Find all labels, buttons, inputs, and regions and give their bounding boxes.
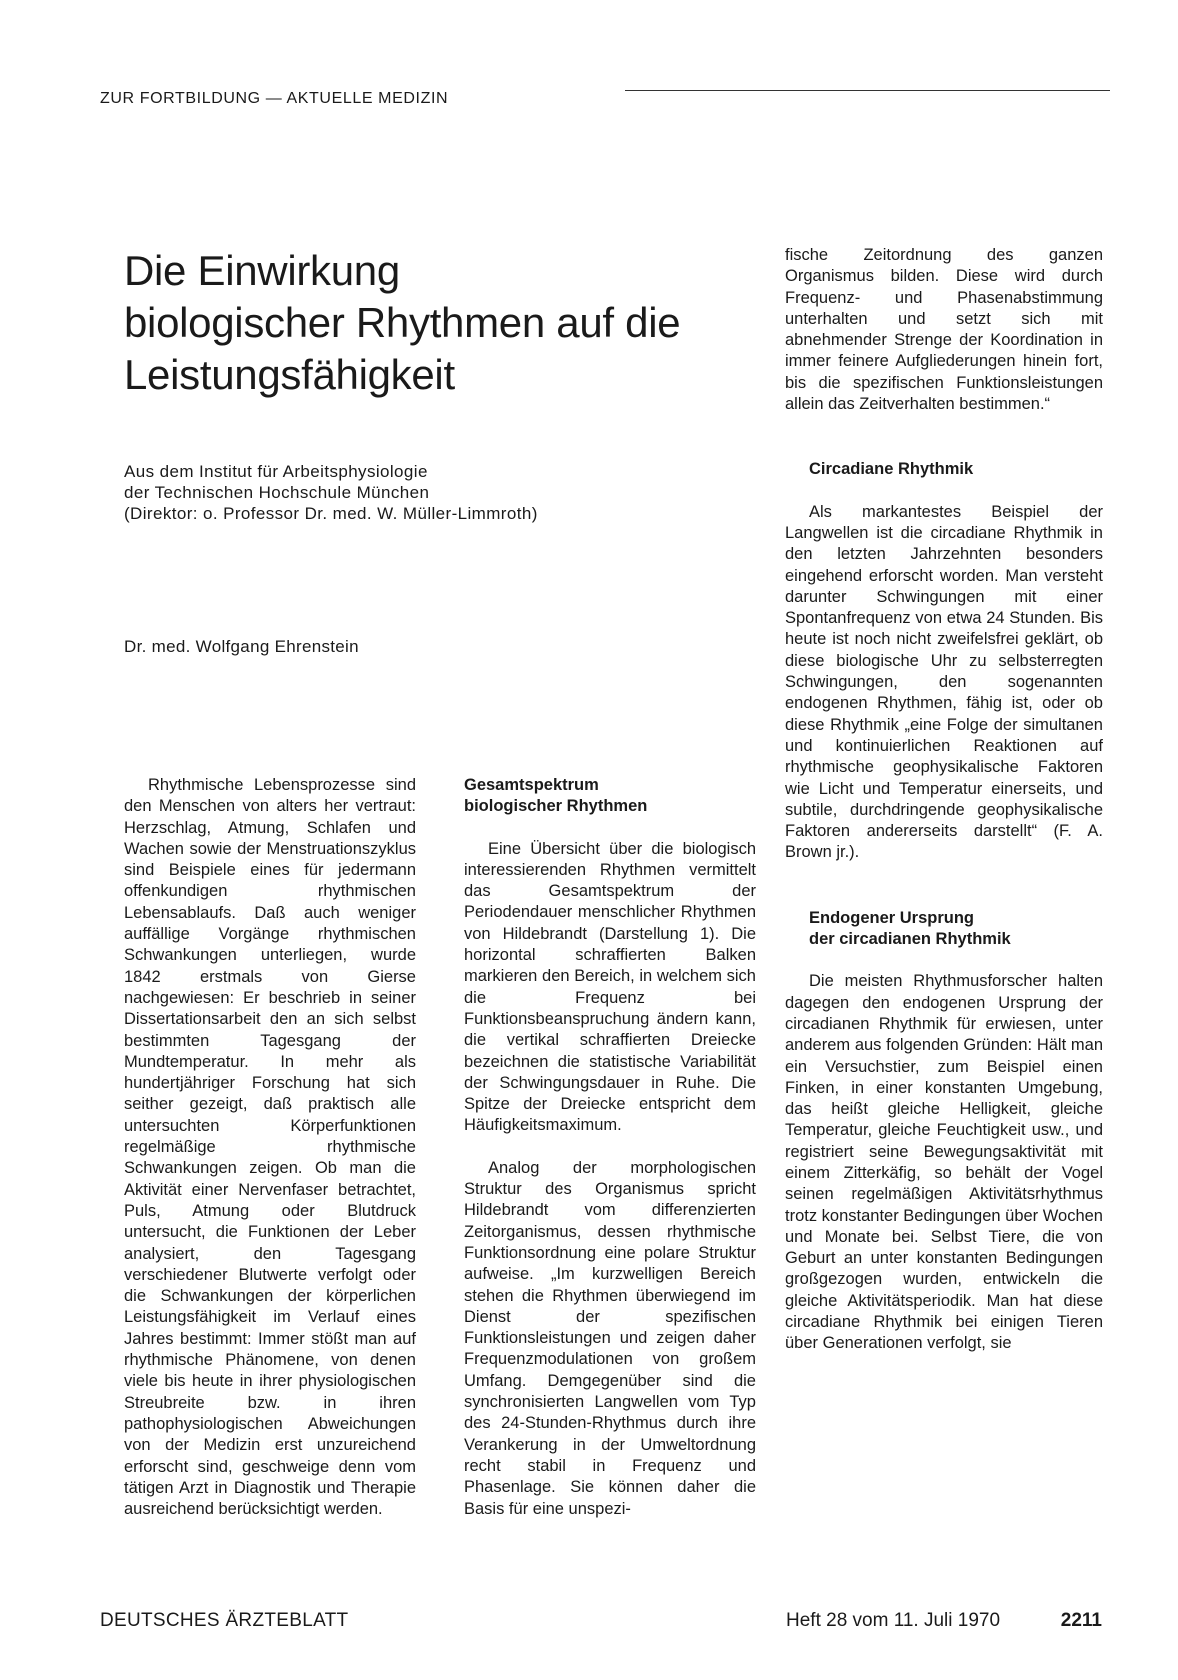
affiliation-line: Aus dem Institut für Arbeitsphysiologie bbox=[124, 462, 428, 481]
title-line: biologischer Rhythmen auf die bbox=[124, 299, 681, 346]
section-heading-line: der circadianen Rhythmik bbox=[809, 930, 1011, 949]
section-heading: Circadiane Rhythmik bbox=[809, 460, 974, 479]
section-label: ZUR FORTBILDUNG — AKTUELLE MEDIZIN bbox=[100, 90, 449, 107]
affiliation-line: (Direktor: o. Professor Dr. med. W. Müller-Limmroth) bbox=[124, 504, 538, 523]
section-heading bbox=[785, 908, 1103, 951]
author-name: Dr. med. Wolfgang Ehrenstein bbox=[124, 637, 359, 656]
body-paragraph: fische Zeitordnung des ganzen Organismus bilden. Diese wird durch Frequenz- und Phasenabstimmung unterhalten und setzt sich mit abnehmender Strenge der Koordination in immer feinere Aufgliederungen hinein fort, bis die spezifischen Funktionsleistungen allein das Zeitverhalten bestimmen.“ bbox=[785, 246, 1103, 414]
section-heading-line: biologischer Rhythmen bbox=[464, 797, 648, 816]
section-heading bbox=[464, 775, 756, 818]
article-title bbox=[124, 245, 764, 401]
page-footer bbox=[100, 1610, 1110, 1634]
affiliation bbox=[124, 461, 724, 524]
header-rule bbox=[625, 90, 1110, 91]
column-left bbox=[124, 775, 416, 1520]
body-paragraph: Analog der morphologischen Struktur des Organismus spricht Hildebrandt vom differenzierten Zeitorganismus, dessen rhythmische Funktionsordnung eine polare Struktur aufweise. „Im kurzwelligen Bereich stehen die Rhythmen überwiegend im Dienst der spezifischen Funktionsleistungen und zeigen daher Frequenzmodulationen von großem Umfang. Demgegenüber sind die synchronisierten Langwellen vom Typ des 24-Stunden-Rhythmus durch ihre Verankerung in der Umweltordnung recht stabil in Frequenz und Phasenlage. Sie können daher die Basis für eine unspezi- bbox=[464, 1158, 756, 1518]
body-paragraph: Die meisten Rhythmusforscher halten dagegen den endogenen Ursprung der circadianen Rhythmik für erwiesen, unter anderem aus folgenden Gründen: Hält man ein Versuchstier, zum Beispiel einen Finken, in einer konstanten Umgebung, das heißt gleiche Helligkeit, gleiche Temperatur, gleiche Feuchtigkeit usw., und registriert seine Bewegungsaktivität mit einem Zitterkäfig, so behält der Vogel seinen regelmäßigen Aktivitätsrhythmus trotz konstanter Bedingungen über Wochen und Monate bei. Selbst Tiere, die von Geburt an unter konstanten Bedingungen großgezogen wurden, entwickeln die gleiche Aktivitätsperiodik. Man hat diese circadiane Rhythmik bei einigen Tieren über Generationen verfolgt, sie bbox=[785, 972, 1103, 1353]
column-middle bbox=[464, 775, 756, 1520]
page-number: 2211 bbox=[1060, 1610, 1102, 1631]
section-heading-line: Endogener Ursprung bbox=[809, 908, 975, 927]
running-header bbox=[100, 90, 1110, 114]
body-paragraph: Als markantestes Beispiel der Langwellen ist die circadiane Rhythmik in den letzten Jahrzehnten besonders eingehend erforscht worden. Man versteht darunter Schwingungen mit einer Spontanfrequenz von etwa 24 Stunden. Bis heute ist noch nicht zweifelsfrei geklärt, ob diese biologische Uhr zu selbsterregten Schwingungen, den sogenannten endogenen Rhythmen, fähig ist, oder ob diese Rhythmik „eine Folge der simultanen und kontinuierlichen Reaktionen auf rhythmische geophysikalische Faktoren wie Licht und Temperatur einerseits, und subtile, durchdringende geophysikalische Faktoren andererseits darstellt“ (F. A. Brown jr.). bbox=[785, 502, 1103, 862]
column-right bbox=[785, 245, 1103, 1355]
title-line: Leistungsfähigkeit bbox=[124, 351, 455, 398]
affiliation-line: der Technischen Hochschule München bbox=[124, 483, 430, 502]
journal-name: DEUTSCHES ÄRZTEBLATT bbox=[100, 1610, 349, 1631]
body-paragraph: Eine Übersicht über die biologisch interessierenden Rhythmen vermittelt das Gesamtspektrum der Periodendauer menschlicher Rhythmen von Hildebrandt (Darstellung 1). Die horizontal schraffierten Balken markieren den Bereich, in welchem sich die Frequenz bei Funktionsbeanspruchung ändern kann, die vertikal schraffierten Dreiecke bezeichnen die statistische Variabilität der Schwingungsdauer in Ruhe. Die Spitze der Dreiecke entspricht dem Häufigkeitsmaximum. bbox=[464, 839, 756, 1135]
section-heading-line: Gesamtspektrum bbox=[464, 776, 599, 794]
title-line: Die Einwirkung bbox=[124, 247, 400, 294]
body-paragraph: Rhythmische Lebensprozesse sind den Menschen von alters her vertraut: Herzschlag, Atmung, Schlafen und Wachen sowie der Menstruationszyklus sind Beispiele eines für jedermann offenkundigen rhythmischen Lebensablaufs. Daß auch weniger auffällige Vorgänge rhythmischen Schwankungen unterliegen, wurde 1842 erstmals von Gierse nachgewiesen: Er beschrieb in seiner Dissertationsarbeit den an sich selbst bestimmten Tagesgang der Mundtemperatur. In mehr als hundertjähriger Forschung hat sich seither gezeigt, daß praktisch alle untersuchten Körperfunktionen regelmäßige rhythmische Schwankungen zeigen. Ob man die Aktivität einer Nervenfaser betrachtet, Puls, Atmung oder Blutdruck untersucht, die Funktionen der Leber analysiert, den Tagesgang verschiedener Blutwerte verfolgt oder die Schwankungen der körperlichen Leistungsfähigkeit im Verlauf eines Jahres bestimmt: Immer stößt man auf rhythmische Phänomene, von denen viele bis heute in ihrer physiologischen Streubreite bzw. in ihren pathophysiologischen Abweichungen von der Medizin erst unzureichend erforscht sind, geschweige denn vom tätigen Arzt in Diagnostik und Therapie ausreichend berücksichtigt werden. bbox=[124, 776, 416, 1519]
issue-info: Heft 28 vom 11. Juli 1970 bbox=[786, 1610, 1001, 1631]
